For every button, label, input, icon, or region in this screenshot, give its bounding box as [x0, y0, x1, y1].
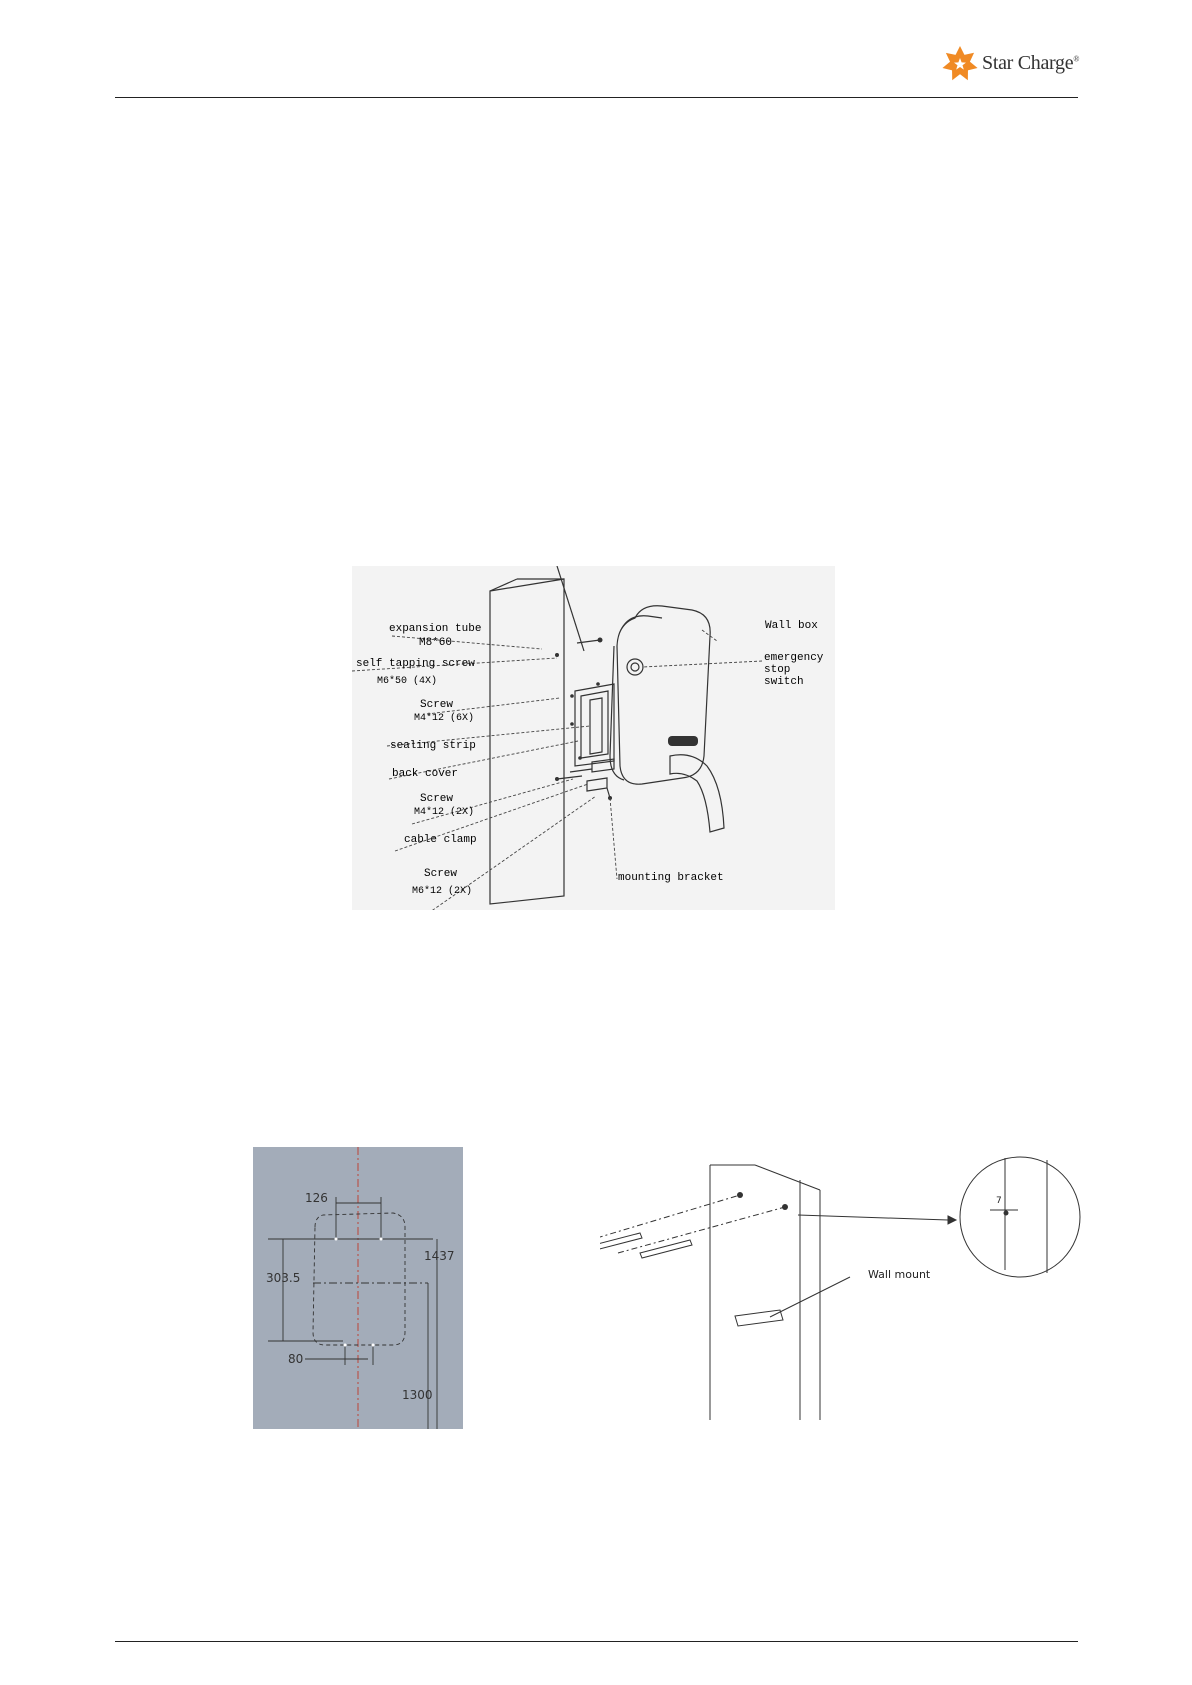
label-screw-2: Screw: [420, 793, 454, 805]
exploded-diagram: [352, 566, 835, 910]
dimension-drawing: [253, 1147, 463, 1429]
label-back-cover: back cover: [392, 768, 459, 780]
detail-value: 7: [996, 1196, 1002, 1206]
wall-mount-lines: [600, 1150, 1082, 1422]
wall-mount-label: Wall mount: [868, 1268, 931, 1281]
label-screw-1-size: M4*12 (6X): [414, 713, 475, 724]
label-mounting-bracket: mounting bracket: [618, 872, 724, 884]
label-expansion-tube: expansion tube: [389, 623, 482, 635]
footer-rule: [115, 1641, 1078, 1642]
label-self-tapping-screw: self tapping screw: [356, 658, 475, 670]
exploded-installation-figure: [352, 566, 835, 910]
label-expansion-tube-size: M8*60: [419, 637, 453, 649]
dim-height: 303.5: [266, 1271, 301, 1285]
header-rule: [115, 97, 1078, 98]
label-emergency-stop-1: emergency: [764, 652, 824, 664]
label-wall-box: Wall box: [765, 620, 818, 632]
brand-name: Star Charge: [982, 52, 1074, 74]
dimension-lines: [253, 1147, 463, 1429]
star-charge-logo: [940, 44, 1080, 84]
wall-mount-drawing: [600, 1150, 1082, 1422]
registered-mark: ®: [1073, 54, 1080, 64]
label-screw-2-size: M4*12 (2X): [414, 807, 475, 818]
label-sealing-strip: sealing strip: [390, 740, 476, 752]
label-screw-3-size: M6*12 (2X): [412, 886, 473, 897]
dim-top-level: 1437: [424, 1249, 455, 1263]
star-logo-icon: [940, 44, 980, 84]
label-self-tapping-screw-size: M6*50 (4X): [377, 676, 438, 687]
dim-top-holes: 126: [305, 1191, 328, 1205]
label-cable-clamp: cable clamp: [404, 834, 477, 846]
label-screw-3: Screw: [424, 868, 458, 880]
dim-base-level: 1300: [402, 1388, 433, 1402]
label-screw-1: Screw: [420, 699, 454, 711]
dim-bottom-holes: 80: [288, 1352, 304, 1366]
label-emergency-stop-2: stop switch: [764, 664, 804, 688]
